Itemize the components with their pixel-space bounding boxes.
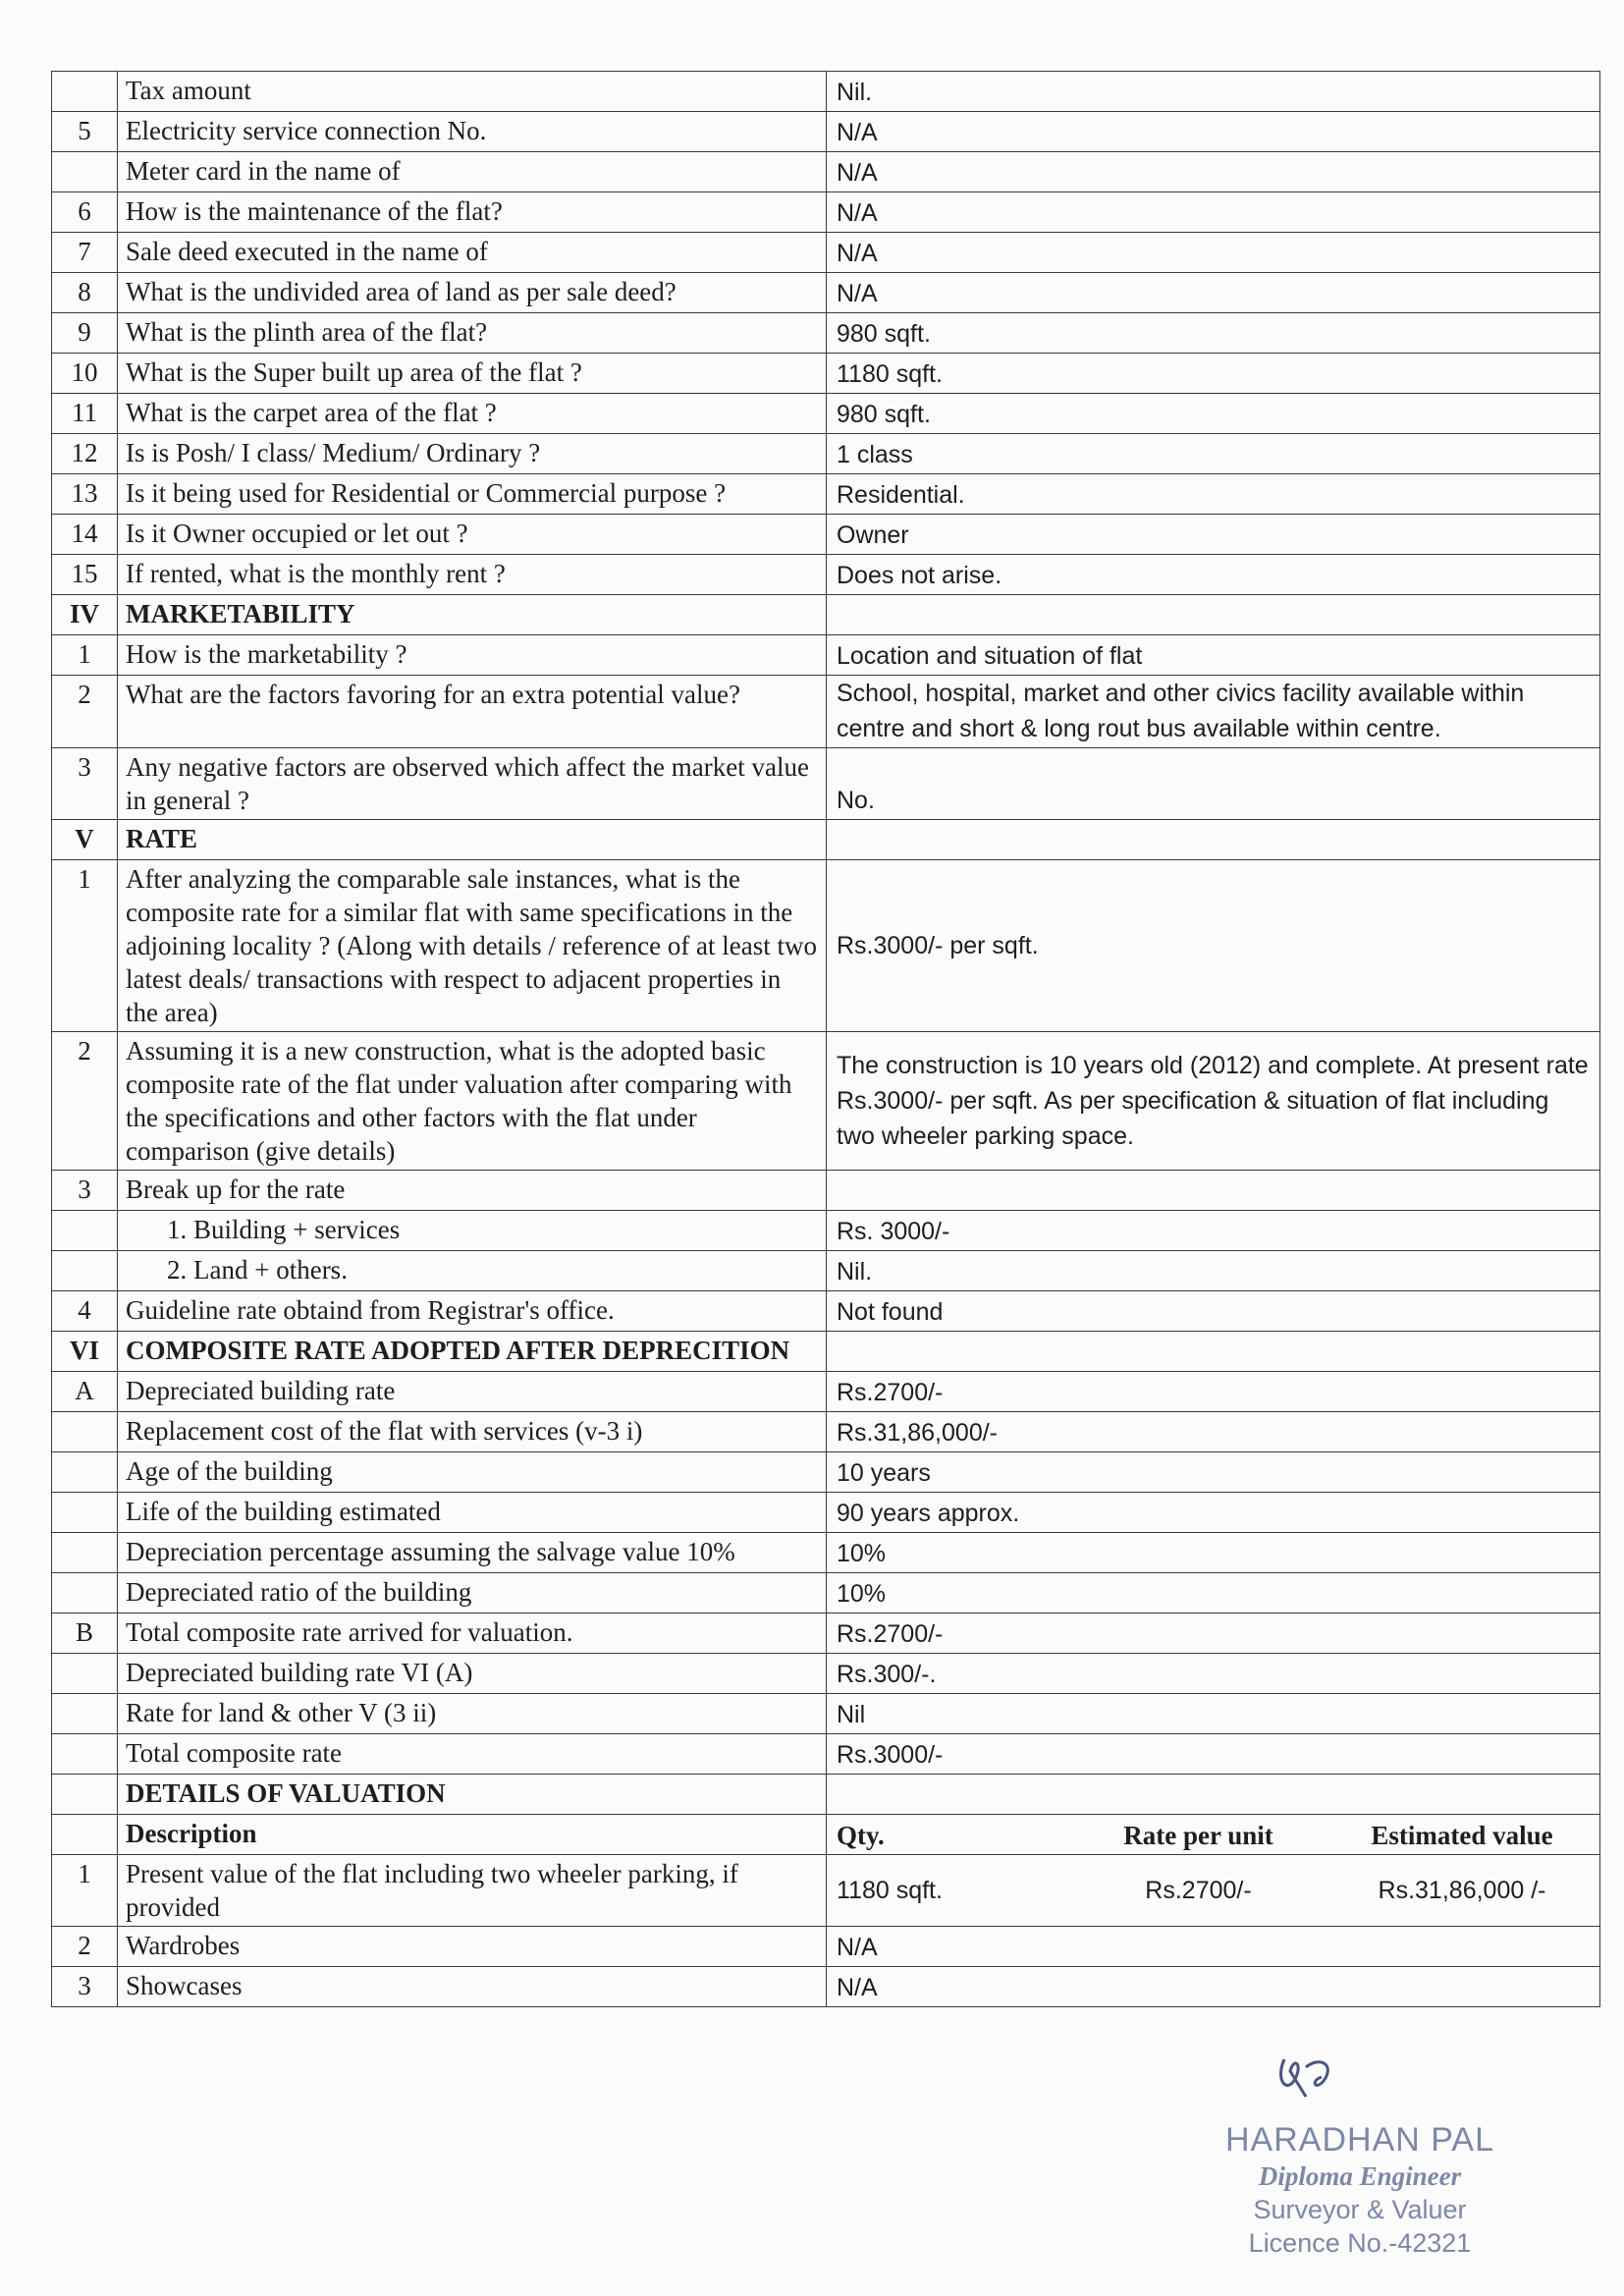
row-number bbox=[52, 1412, 118, 1452]
item-description: Wardrobes bbox=[118, 1927, 827, 1967]
table-row bbox=[52, 1171, 1600, 1211]
row-number: 13 bbox=[52, 474, 118, 515]
valuation-item-row bbox=[52, 1967, 1600, 2007]
row-number bbox=[52, 1694, 118, 1734]
table-row bbox=[52, 1211, 1600, 1251]
table-row bbox=[52, 1452, 1600, 1493]
table-row bbox=[52, 192, 1600, 233]
row-answer bbox=[827, 820, 1600, 860]
rate-header: Rate per unit bbox=[1123, 1821, 1273, 1850]
row-question: If rented, what is the monthly rent ? bbox=[118, 555, 827, 595]
valuation-report-page bbox=[51, 71, 1600, 2007]
table-row bbox=[52, 1372, 1600, 1412]
row-question: Is it being used for Residential or Commercial purpose ? bbox=[118, 474, 827, 515]
table-row bbox=[52, 595, 1600, 635]
row-question: Replacement cost of the flat with services (v-3 i) bbox=[118, 1412, 827, 1452]
table-row bbox=[52, 1613, 1600, 1654]
row-number: 3 bbox=[52, 1967, 118, 2007]
row-number: 4 bbox=[52, 1291, 118, 1332]
table-row bbox=[52, 354, 1600, 394]
row-number: 10 bbox=[52, 354, 118, 394]
row-number bbox=[52, 152, 118, 192]
row-answer: Rs. 3000/- bbox=[827, 1211, 1600, 1251]
row-answer: School, hospital, market and other civics facility available within centre and short & long rout bus available within centre. bbox=[827, 676, 1600, 748]
row-answer: Residential. bbox=[827, 474, 1600, 515]
table-row bbox=[52, 72, 1600, 112]
row-number bbox=[52, 1775, 118, 1815]
row-answer: 10% bbox=[827, 1533, 1600, 1573]
row-answer: N/A bbox=[827, 273, 1600, 313]
row-answer: Not found bbox=[827, 1291, 1600, 1332]
row-number bbox=[52, 1734, 118, 1775]
item-values bbox=[827, 1927, 1600, 1967]
row-answer: Owner bbox=[827, 515, 1600, 555]
valuation-title-row bbox=[52, 1775, 1600, 1815]
row-number: 1 bbox=[52, 860, 118, 1032]
valuation-table bbox=[51, 71, 1600, 2007]
row-number bbox=[52, 1573, 118, 1613]
table-row bbox=[52, 860, 1600, 1032]
table-row bbox=[52, 635, 1600, 676]
row-answer: Location and situation of flat bbox=[827, 635, 1600, 676]
row-answer: The construction is 10 years old (2012) and complete. At present rate Rs.3000/- per sqft. As per specification & situation of flat including two wheeler parking space. bbox=[827, 1032, 1600, 1171]
row-number: 14 bbox=[52, 515, 118, 555]
row-answer: 1 class bbox=[827, 434, 1600, 474]
engineer-stamp bbox=[1193, 2052, 1527, 2260]
row-number: 1 bbox=[52, 1855, 118, 1927]
row-number bbox=[52, 1654, 118, 1694]
table-row bbox=[52, 515, 1600, 555]
row-number bbox=[52, 1211, 118, 1251]
table-row bbox=[52, 1332, 1600, 1372]
valuation-columns-header bbox=[827, 1815, 1600, 1855]
row-number: 15 bbox=[52, 555, 118, 595]
table-row bbox=[52, 1493, 1600, 1533]
row-number: 2 bbox=[52, 1927, 118, 1967]
item-value: Rs.31,86,000 /- bbox=[1378, 1876, 1546, 1904]
table-row bbox=[52, 820, 1600, 860]
row-question: How is the marketability ? bbox=[118, 635, 827, 676]
row-number: 11 bbox=[52, 394, 118, 434]
row-answer bbox=[827, 1171, 1600, 1211]
row-number bbox=[52, 1533, 118, 1573]
row-question: Sale deed executed in the name of bbox=[118, 233, 827, 273]
row-question: What is the carpet area of the flat ? bbox=[118, 394, 827, 434]
row-answer: N/A bbox=[827, 192, 1600, 233]
table-row bbox=[52, 1251, 1600, 1291]
row-number: 7 bbox=[52, 233, 118, 273]
row-answer: N/A bbox=[827, 112, 1600, 152]
row-number: 12 bbox=[52, 434, 118, 474]
row-question: Tax amount bbox=[118, 72, 827, 112]
row-question: COMPOSITE RATE ADOPTED AFTER DEPRECITION bbox=[118, 1332, 827, 1372]
row-question: Age of the building bbox=[118, 1452, 827, 1493]
description-header: Description bbox=[118, 1815, 827, 1855]
row-answer: 90 years approx. bbox=[827, 1493, 1600, 1533]
row-answer: Nil. bbox=[827, 72, 1600, 112]
row-question: Total composite rate bbox=[118, 1734, 827, 1775]
item-description: Present value of the flat including two wheeler parking, if provided bbox=[118, 1855, 827, 1927]
row-answer bbox=[827, 1775, 1600, 1815]
row-number: IV bbox=[52, 595, 118, 635]
row-question: What is the Super built up area of the flat ? bbox=[118, 354, 827, 394]
row-question: MARKETABILITY bbox=[118, 595, 827, 635]
table-row bbox=[52, 555, 1600, 595]
row-number: VI bbox=[52, 1332, 118, 1372]
row-question: After analyzing the comparable sale instances, what is the composite rate for a similar flat with same specifications in the adjoining locality ? (Along with details / reference of at least two latest deals/ transactions with respect to adjacent properties in the area) bbox=[118, 860, 827, 1032]
item-values bbox=[827, 1967, 1600, 2007]
row-number: V bbox=[52, 820, 118, 860]
row-answer: 10 years bbox=[827, 1452, 1600, 1493]
row-answer: Rs.3000/- bbox=[827, 1734, 1600, 1775]
stamp-name: HARADHAN PAL bbox=[1225, 2121, 1494, 2159]
item-values bbox=[827, 1855, 1600, 1927]
table-row bbox=[52, 1694, 1600, 1734]
table-row bbox=[52, 1291, 1600, 1332]
row-answer: Rs.300/-. bbox=[827, 1654, 1600, 1694]
row-number: A bbox=[52, 1372, 118, 1412]
row-answer: Rs.31,86,000/- bbox=[827, 1412, 1600, 1452]
row-number: 2 bbox=[52, 1032, 118, 1171]
row-number bbox=[52, 1815, 118, 1855]
table-row bbox=[52, 1573, 1600, 1613]
row-answer: Rs.2700/- bbox=[827, 1613, 1600, 1654]
table-row bbox=[52, 1412, 1600, 1452]
row-question: Any negative factors are observed which affect the market value in general ? bbox=[118, 748, 827, 820]
table-row bbox=[52, 434, 1600, 474]
item-qty: 1180 sqft. bbox=[837, 1876, 943, 1904]
row-number: 2 bbox=[52, 676, 118, 748]
stamp-role: Surveyor & Valuer bbox=[1253, 2195, 1467, 2224]
table-row bbox=[52, 112, 1600, 152]
row-answer: No. bbox=[827, 748, 1600, 820]
row-number bbox=[52, 72, 118, 112]
row-number bbox=[52, 1493, 118, 1533]
row-number bbox=[52, 1452, 118, 1493]
row-question: Rate for land & other V (3 ii) bbox=[118, 1694, 827, 1734]
qty-header: Qty. bbox=[837, 1821, 885, 1850]
row-question: Depreciated building rate VI (A) bbox=[118, 1654, 827, 1694]
table-row bbox=[52, 474, 1600, 515]
stamp-licence: Licence No.-42321 bbox=[1248, 2228, 1472, 2258]
row-number: 3 bbox=[52, 1171, 118, 1211]
table-row bbox=[52, 394, 1600, 434]
row-question: Guideline rate obtaind from Registrar's office. bbox=[118, 1291, 827, 1332]
row-answer: 1180 sqft. bbox=[827, 354, 1600, 394]
item-qty: N/A bbox=[837, 1974, 878, 2001]
table-row bbox=[52, 313, 1600, 354]
row-answer: 980 sqft. bbox=[827, 313, 1600, 354]
item-qty: N/A bbox=[837, 1934, 878, 1961]
row-question: Break up for the rate bbox=[118, 1171, 827, 1211]
valuation-item-row bbox=[52, 1855, 1600, 1927]
row-answer: Does not arise. bbox=[827, 555, 1600, 595]
row-question: Depreciation percentage assuming the salvage value 10% bbox=[118, 1533, 827, 1573]
row-answer bbox=[827, 1332, 1600, 1372]
table-row bbox=[52, 273, 1600, 313]
stamp-title: Diploma Engineer bbox=[1258, 2161, 1462, 2191]
table-row bbox=[52, 152, 1600, 192]
row-number: 8 bbox=[52, 273, 118, 313]
value-header: Estimated value bbox=[1371, 1821, 1553, 1850]
item-rate: Rs.2700/- bbox=[1145, 1876, 1252, 1904]
table-row bbox=[52, 1533, 1600, 1573]
row-question: What are the factors favoring for an extra potential value? bbox=[118, 676, 827, 748]
row-number bbox=[52, 1251, 118, 1291]
row-answer: Nil. bbox=[827, 1251, 1600, 1291]
row-question: Depreciated ratio of the building bbox=[118, 1573, 827, 1613]
row-number: B bbox=[52, 1613, 118, 1654]
table-row bbox=[52, 233, 1600, 273]
valuation-table-body bbox=[52, 72, 1600, 2007]
table-row bbox=[52, 676, 1600, 748]
row-answer: Rs.3000/- per sqft. bbox=[827, 860, 1600, 1032]
row-answer: N/A bbox=[827, 152, 1600, 192]
row-answer: 10% bbox=[827, 1573, 1600, 1613]
row-question: Electricity service connection No. bbox=[118, 112, 827, 152]
table-row bbox=[52, 1734, 1600, 1775]
row-question: 1. Building + services bbox=[118, 1211, 827, 1251]
row-number: 9 bbox=[52, 313, 118, 354]
table-row bbox=[52, 1654, 1600, 1694]
row-number: 1 bbox=[52, 635, 118, 676]
row-question: Total composite rate arrived for valuation. bbox=[118, 1613, 827, 1654]
row-number: 5 bbox=[52, 112, 118, 152]
row-question: Is is Posh/ I class/ Medium/ Ordinary ? bbox=[118, 434, 827, 474]
row-question: Is it Owner occupied or let out ? bbox=[118, 515, 827, 555]
row-question: What is the plinth area of the flat? bbox=[118, 313, 827, 354]
row-question: What is the undivided area of land as per sale deed? bbox=[118, 273, 827, 313]
row-answer bbox=[827, 595, 1600, 635]
valuation-section-title: DETAILS OF VALUATION bbox=[118, 1775, 827, 1815]
row-question: Life of the building estimated bbox=[118, 1493, 827, 1533]
table-row bbox=[52, 1032, 1600, 1171]
row-number: 6 bbox=[52, 192, 118, 233]
row-question: 2. Land + others. bbox=[118, 1251, 827, 1291]
row-number: 3 bbox=[52, 748, 118, 820]
table-row bbox=[52, 748, 1600, 820]
row-question: How is the maintenance of the flat? bbox=[118, 192, 827, 233]
row-question: RATE bbox=[118, 820, 827, 860]
row-answer: 980 sqft. bbox=[827, 394, 1600, 434]
valuation-item-row bbox=[52, 1927, 1600, 1967]
row-answer: Nil bbox=[827, 1694, 1600, 1734]
row-question: Assuming it is a new construction, what is the adopted basic composite rate of the flat under valuation after comparing with the specifications and other factors with the flat under comparison (give details) bbox=[118, 1032, 827, 1171]
item-description: Showcases bbox=[118, 1967, 827, 2007]
row-answer: Rs.2700/- bbox=[827, 1372, 1600, 1412]
row-question: Meter card in the name of bbox=[118, 152, 827, 192]
valuation-header-row bbox=[52, 1815, 1600, 1855]
row-answer: N/A bbox=[827, 233, 1600, 273]
row-question: Depreciated building rate bbox=[118, 1372, 827, 1412]
